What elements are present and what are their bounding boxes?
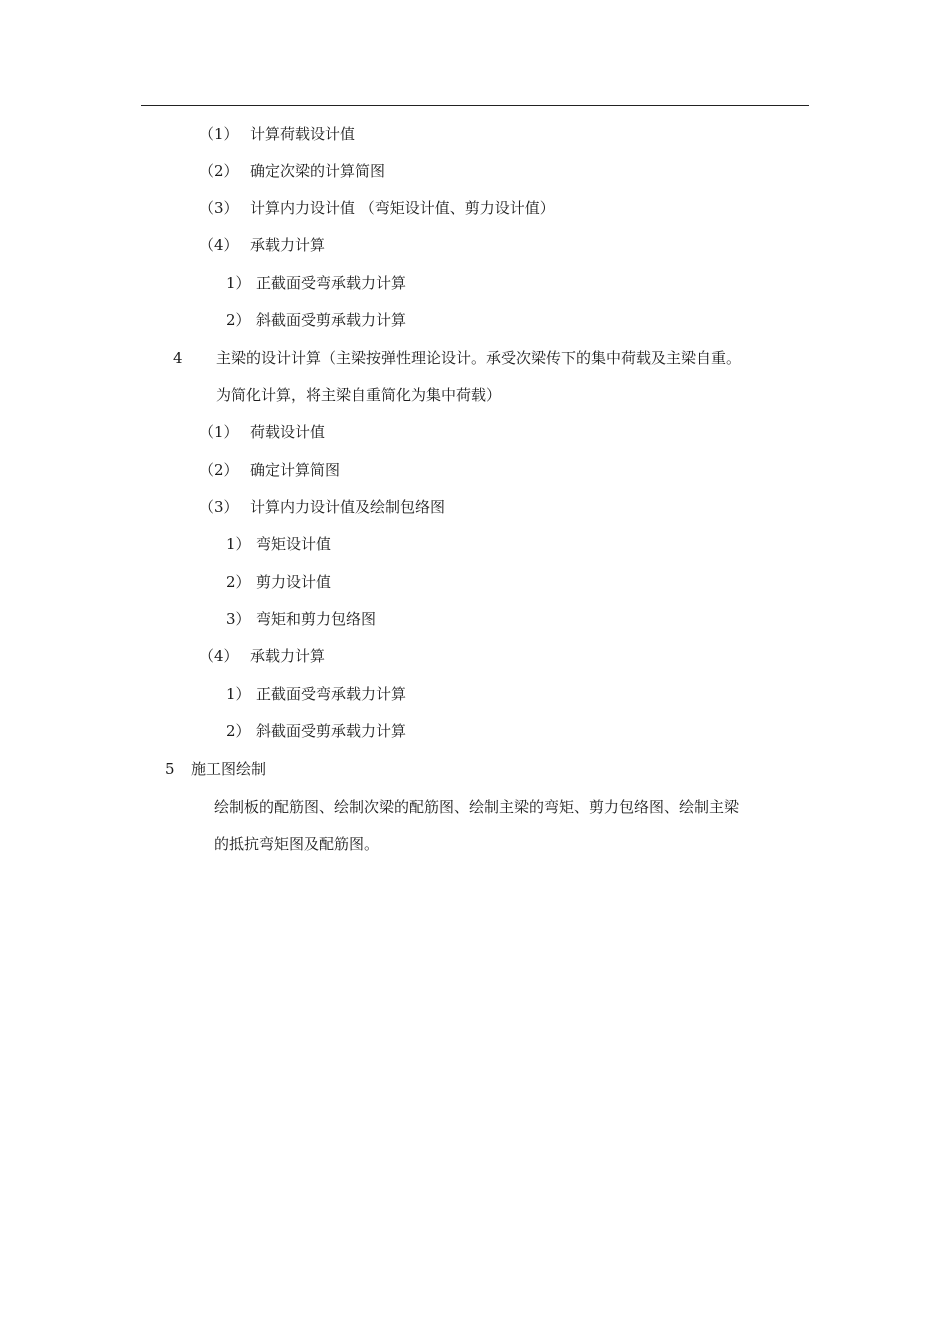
item-text: 承载力计算 — [250, 647, 326, 665]
item-number: （2） — [199, 162, 239, 180]
item-number: （3） — [199, 199, 239, 217]
sub-item-number: 1） — [226, 274, 251, 292]
sub-item-text: 剪力设计值 — [256, 573, 332, 591]
item-number: （2） — [199, 461, 239, 479]
sub-item-text: 弯矩和剪力包络图 — [256, 610, 377, 628]
item-number: （3） — [199, 498, 239, 516]
sub-item-number: 1） — [226, 685, 251, 703]
sub-item-text: 斜截面受剪承载力计算 — [256, 311, 407, 329]
sub-item-text: 斜截面受剪承载力计算 — [256, 722, 407, 740]
item-number: （1） — [199, 423, 239, 441]
item-text: 计算内力设计值 （弯矩设计值、剪力设计值） — [250, 199, 555, 217]
section-number: 5 — [165, 760, 175, 778]
sub-item-text: 正截面受弯承载力计算 — [256, 685, 407, 703]
item-text: 承载力计算 — [250, 236, 326, 254]
section-title: 主梁的设计计算（主梁按弹性理论设计。承受次梁传下的集中荷载及主梁自重。 — [216, 349, 742, 367]
item-text: 计算荷载设计值 — [250, 125, 356, 143]
sub-item-number: 3） — [226, 610, 251, 628]
item-number: （4） — [199, 236, 239, 254]
section-title: 施工图绘制 — [191, 760, 267, 778]
sub-item-number: 2） — [226, 573, 251, 591]
section-title-line2: 为简化计算，将主梁自重简化为集中荷载） — [216, 386, 502, 404]
item-text: 确定计算简图 — [250, 461, 341, 479]
item-number: （1） — [199, 125, 239, 143]
sub-item-number: 2） — [226, 722, 251, 740]
paragraph-text: 的抵抗弯矩图及配筋图。 — [214, 835, 380, 853]
sub-item-number: 1） — [226, 535, 251, 553]
item-text: 荷载设计值 — [250, 423, 326, 441]
sub-item-number: 2） — [226, 311, 251, 329]
section-number: 4 — [173, 349, 183, 367]
header-rule — [141, 105, 809, 106]
sub-item-text: 正截面受弯承载力计算 — [256, 274, 407, 292]
item-text: 计算内力设计值及绘制包络图 — [250, 498, 446, 516]
item-number: （4） — [199, 647, 239, 665]
paragraph-text: 绘制板的配筋图、绘制次梁的配筋图、绘制主梁的弯矩、剪力包络图、绘制主梁 — [214, 798, 740, 816]
sub-item-text: 弯矩设计值 — [256, 535, 332, 553]
item-text: 确定次梁的计算简图 — [250, 162, 386, 180]
